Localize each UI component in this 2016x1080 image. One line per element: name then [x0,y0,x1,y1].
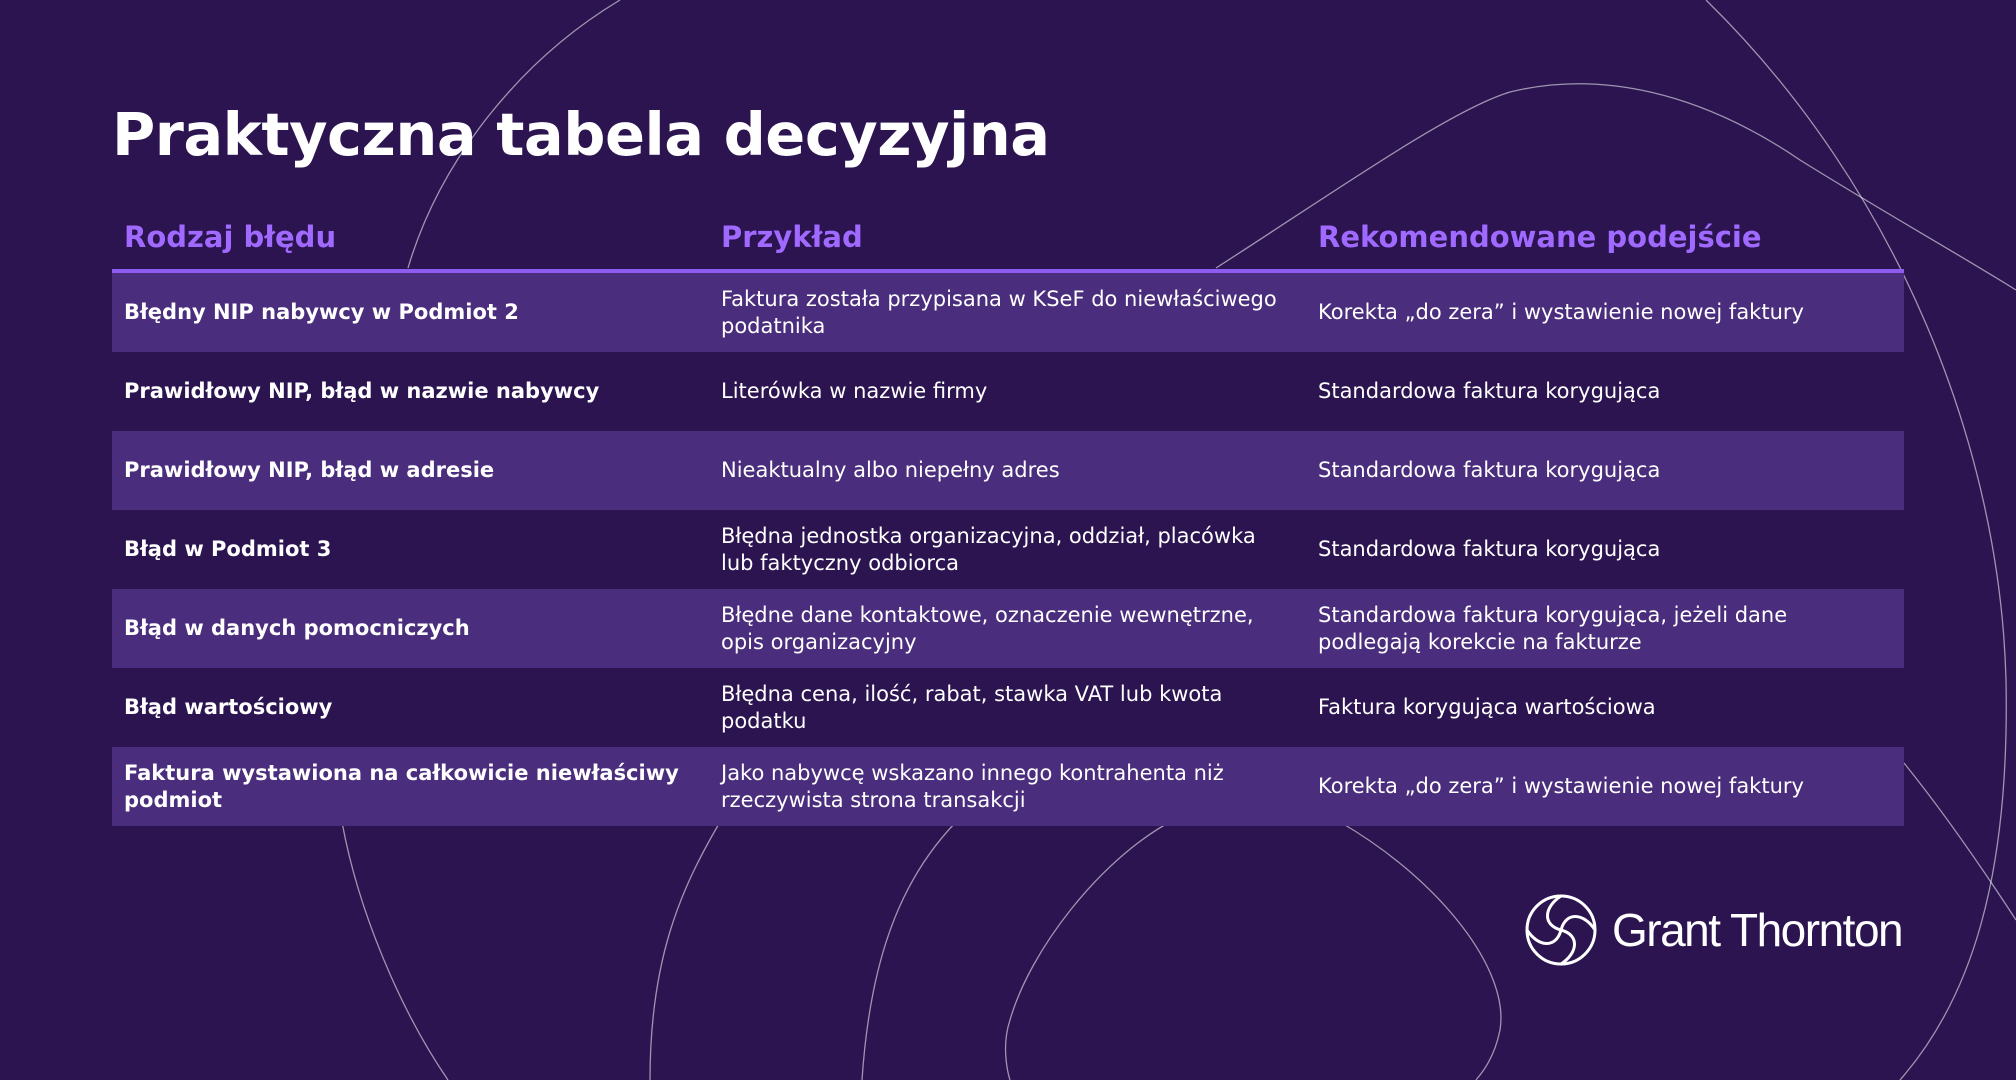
cell-example: Błędne dane kontaktowe, oznaczenie wewnętrzne, opis organizacyjny [721,602,1254,654]
cell-error-type: Błąd w Podmiot 3 [124,537,332,561]
table-row [112,747,1904,826]
cell-error-type: Błąd w danych pomocniczych [124,616,470,640]
table-row [112,431,1904,510]
cell-approach: Standardowa faktura korygująca [1318,458,1661,482]
header-example: Przykład [721,220,863,254]
cell-error-type: Faktura wystawiona na całkowicie niewłaściwy podmiot [124,760,679,812]
header-recommended-approach: Rekomendowane podejście [1318,220,1762,254]
bg-curve-8 [1340,822,1501,1080]
cell-approach: Korekta „do zera” i wystawienie nowej faktury [1318,300,1804,324]
decision-table [112,205,1904,826]
table-row [112,273,1904,352]
grant-thornton-swirl-icon [1524,893,1598,967]
bg-curve-5 [650,822,720,1080]
table-row [112,589,1904,668]
page-title: Praktyczna tabela decyzyjna [112,100,1050,169]
grant-thornton-logo [1524,893,1902,967]
bg-curve-6 [862,822,956,1080]
cell-error-type: Prawidłowy NIP, błąd w adresie [124,458,495,482]
table-header [112,205,1904,273]
cell-error-type: Błąd wartościowy [124,695,333,719]
logo-text: Grant Thornton [1612,904,1903,956]
cell-example: Błędna jednostka organizacyjna, oddział, placówka lub faktyczny odbiorca [721,523,1256,575]
cell-approach: Faktura korygująca wartościowa [1318,695,1656,719]
bg-curve-4 [342,822,448,1080]
bg-curve-9 [1904,763,2016,920]
table-row [112,352,1904,431]
cell-approach: Standardowa faktura korygująca [1318,537,1661,561]
cell-approach: Standardowa faktura korygująca, jeżeli dane podlegają korekcie na fakturze [1318,602,1788,654]
cell-example: Literówka w nazwie firmy [721,379,988,403]
header-error-type: Rodzaj błędu [124,220,337,254]
cell-approach: Korekta „do zera” i wystawienie nowej faktury [1318,774,1804,798]
cell-error-type: Prawidłowy NIP, błąd w nazwie nabywcy [124,379,600,403]
cell-error-type: Błędny NIP nabywcy w Podmiot 2 [124,300,519,324]
cell-example: Nieaktualny albo niepełny adres [721,458,1060,482]
cell-example: Faktura została przypisana w KSeF do niewłaściwego podatnika [721,286,1277,338]
table-row [112,668,1904,747]
bg-curve-7 [1006,822,1170,1080]
table-row [112,510,1904,589]
cell-example: Jako nabywcę wskazano innego kontrahenta niż rzeczywista strona transakcji [721,760,1224,812]
cell-approach: Standardowa faktura korygująca [1318,379,1661,403]
cell-example: Błędna cena, ilość, rabat, stawka VAT lub kwota podatku [721,681,1223,733]
